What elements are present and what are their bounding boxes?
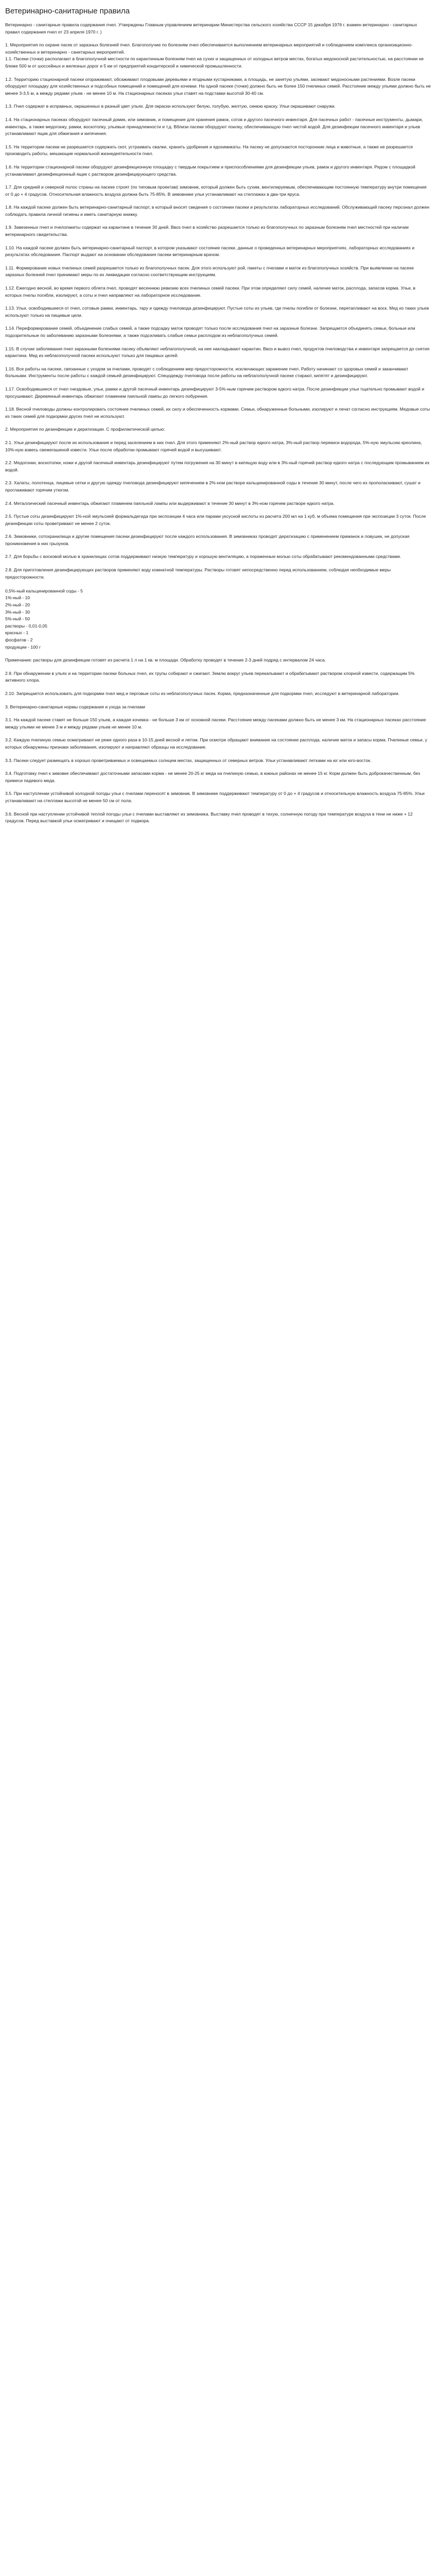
paragraph: 2.8. Для приготовления дезинфицирующих растворов применяют воду комнатной температуры. Растворы готовят непосредственно перед использованием, соблюдая необходимые меры предосторожности. 0,5%-ный кальцинированной соды - 5 1%-ный - 10 2%-ный - 20 3%-ный - 30 5%-ный - 50 растворы - 0,01-0,05 красных - 1 фосфатов - 2 продукции - 100 г [5,567,391,650]
paragraph: Ветеринарно - санитарные правила содержания пчел. Утверждены Главным управлением ветеринарии Министерства сельского хозяйства СССР 15 декабря 1976 г. взамен ветеринарно - санитарных правил содержания пчел от 23 апреля 1970 г. ) [5,22,417,35]
paragraph: 1.18. Весной пчеловоды должны контролировать состояние пчелиных семей, их силу и обеспеченность кормами. Семьи, обнаруженные больными, изолируют и лечат согласно инструкциям. Медовые соты из таких семей для подкормки других пчел не используют. [5,406,430,419]
paragraph: 3. Ветеринарно-санитарные нормы содержания и ухода за пчелами [5,704,145,709]
paragraph: 3.1. На каждой пасеке ставят не больше 150 ульев, а каждая кочевка - не больше 3 км от основной пасеки. Расстояние между пасеками должно быть не менее 3 км. На стационарных пасеках расстояние между ульями не менее 3 м и между рядами ульев не менее 10 м. [5,717,426,730]
paragraph: 1.10. На каждой пасеке должен быть ветеринарно-санитарный паспорт, в котором указывают состояние пасеки, данные о проведенных ветеринарных мероприятиях, лабораторных исследованиях и результатах обследования. Паспорт выдают на основании обследования пасеки ветеринарным врачом. [5,245,415,258]
paragraph: 1.4. На стационарных пасеках оборудуют пасечный домик, или зимовник, и помещение для хранения рамок, сотов и другого пасечного инвентаря. Для пасечных работ - пасечные инструменты, дымари, инвентарь, а также медогонку, рамки, воскотопку, ульевые принадлежности и т.д. Вблизи пасеки оборудуют поилку, обеспечивающую пчел чистой водой. Для дезинфекции пасечного инвентаря и ульев устанавливают ящик для обжигания и кипячения. [5,116,423,137]
paragraph: 3.5. При наступлении устойчивой холодной погоды ульи с пчелами переносят в зимовник. В зимовнике поддерживают температуру от 0 до + 4 градусов и относительную влажность воздуха 75-85%. Ульи устанавливают на стеллажи высотой не менее 50 см от пола. [5,791,425,803]
paragraph: 1.5. На территории пасеки не разрешается содержать скот, устраивать свалки, хранить удобрения и ядохимикаты. На пасеку не допускаются посторонние лица и животные, а также не разрешается производить работы, мешающие нормальной жизнедеятельности пчел. [5,144,413,157]
paragraph: 2.10. Запрещается использовать для подкормки пчел мед и перговые соты из неблагополучных пасек. Корма, предназначенные для подкормки пчел, исследуют в ветеринарной лаборатории. [5,690,400,696]
paragraph-list [5,22,431,825]
paragraph: 1.14. Переформирование семей, объединение слабых семей, а также подсадку маток проводят только после исследования пчел на заразные болезни. Запрещается объединять семьи, больные или подозрительные по заболеванию заразными болезнями, а также подсиливать слабые семьи расплодом из неблагополучных семей. [5,326,415,338]
paragraph: 2.5. Пустые соты дезинфицируют 1%-ной эмульсией формальдегида при экспозиции 4 часа или парами уксусной кислоты из расчета 200 мл на 1 куб. м объема помещения при экспозиции 3 суток. После дезинфекции соты проветривают не менее 2 суток. [5,514,426,526]
paragraph: 2.9. При обнаружении в ульях и на территории пасеки больных пчел, их трупы собирают и сжигают. Землю вокруг ульев перекапывают и обрабатывают раствором хлорной извести, содержащим 5% активного хлора. [5,670,415,683]
paragraph: 3.6. Весной при наступлении устойчивой теплой погоды ульи с пчелами выставляют из зимовника. Выставку пчел проводят в тихую, солнечную погоду при температуре воздуха в тени не ниже + 12 градусов. Перед выставкой ульи осматривают и очищают от подмора. [5,811,413,824]
paragraph: 1.9. Завезенных пчел и пчелопакеты содержат на карантине в течение 30 дней. Ввоз пчел в хозяйство разрешается только из благополучных по заразным болезням пчел местностей при наличии ветеринарного свидетельства. [5,225,409,238]
paragraph: 1.6. На территории стационарной пасеки оборудуют дезинфекционную площадку с твердым покрытием и приспособлениями для дезинфекции ульев, рамок и другого инвентаря. Рядом с площадкой устанавливают дезинфекционный ящик с раствором дезинфицирующего средства. [5,164,415,177]
paragraph: 1.7. Для средней и северной полос страны на пасеке строят (по типовым проектам) зимовник, который должен быть сухим, вентилируемым, обеспечивающим постоянную температуру внутри помещения от 0 до + 4 градусов. Относительная влажность воздуха должна быть 75-85%. В зимовнике ульи устанавливают на стеллажах в два-три яруса. [5,184,427,197]
document-title: Ветеринарно-санитарные правила [5,7,130,15]
paragraph: 2.1. Ульи дезинфицируют после их использования и перед заселением в них пчел. Для этого применяют 2%-ный раствор едкого натра, 3%-ный раствор перекиси водорода, 5%-ную эмульсию креолина, 10%-ную взвесь свежегашеной извести. Ульи после обработки промывают горячей водой и высушивают. [5,439,422,452]
document-body [0,0,436,846]
paragraph: 1.11. Формирование новых пчелиных семей разрешается только из благополучных пасек. Для этого используют рой, пакеты с пчелами и маток из благополучных хозяйств. При выявлении на пасеке заразных болезней пчел принимают меры по их ликвидации согласно соответствующим инструкциям. [5,265,414,278]
paragraph: 1.17. Освободившиеся от пчел гнездовые, ульи, рамки и другой пасечный инвентарь дезинфицируют 3-5%-ным горячим раствором едкого натра. После дезинфекции ульи тщательно промывают водой и просушивают. Деревянный инвентарь обжигают пламенем паяльной лампы до легкого побурения. [5,386,425,399]
paragraph: Примечание: растворы для дезинфекции готовят из расчета 1 л на 1 кв. м площади. Обработку проводят в течение 2-3 дней подряд с интервалом 24 часа. [5,657,326,663]
paragraph: 1.2. Территорию стационарной пасеки огораживают, обсаживают плодовыми деревьями и ягодными кустарниками, а площадь, не занятую ульями, засевают медоносными растениями. Возле пасеки оборудуют площадку для хозяйственных и подсобных помещений и помещений для кочевки. На одной пасеке (точке) должно быть не более 150 пчелиных семей. Расстояние между ульями должно быть не менее 3-3,5 м, а между рядами ульев - не менее 10 м. На стационарных пасеках ульи ставят на подставки высотой 30-40 см. [5,76,431,96]
paragraph: 3.3. Пасеки следует размещать в хорошо проветриваемых и освещаемых солнцем местах, защищенных от северных ветров. Ульи устанавливают летками на юг или юго-восток. [5,757,372,763]
paragraph: 3.2. Каждую пчелиную семью осматривают не реже одного раза в 10-15 дней весной и летом. При осмотре обращают внимание на состояние расплода, наличие маток и запасы корма. Пчелиные семьи, у которых обнаружены признаки заболевания, изолируют и направляют образцы на исследование. [5,737,427,750]
paragraph: 2. Мероприятия по дезинфекции и дератизации. С профилактической целью: [5,427,165,432]
paragraph: 2.3. Халаты, полотенца, лицевые сетки и другую одежду пчеловода дезинфицируют кипячением в 2%-ном растворе кальцинированной соды в течение 30 минут, после чего их прополаскивают, сушат и проглаживают горячим утюгом. [5,480,421,493]
paragraph: 1. Мероприятия по охране пасек от заразных болезней пчел. Благополучие по болезням пчел обеспечивается выполнением ветеринарных мероприятий и соблюдением комплекса организационно-хозяйственных и ветеринарно - санитарных мероприятий. 1.1. Пасеки (точки) располагают в благополучной местности по карантинным болезням пчел на сухих и защищенных от холодных ветров местах, богатых медоносной растительностью, на расстоянии не ближе 500 м от шоссейных и железных дорог и 5 км от предприятий кондитерской и химической промышленности. [5,42,424,69]
paragraph: 1.16. Все работы на пасеке, связанные с уходом за пчелами, проводят с соблюдением мер предосторожности, исключающих заражение пчел. Работу начинают со здоровых семей и заканчивают больными. Инструменты после работы с каждой семьей дезинфицируют. Спецодежду пчеловода после работы на неблагополучной пасеке стирают, кипятят и дезинфицируют. [5,366,409,379]
paragraph: 1.13. Ульи, освободившиеся от пчел, сотовые рамки, инвентарь, тару и одежду пчеловода дезинфицируют. Пустые соты из ульев, где пчелы погибли от болезни, перетапливают на воск. Мед из таких ульев используют только на пищевые цели. [5,306,429,318]
paragraph: 2.4. Металлический пасечный инвентарь обжигают пламенем паяльной лампы или выдерживают в течение 30 минут в 3%-ном горячем растворе едкого натра. [5,500,335,506]
paragraph: 1.15. В случае заболевания пчел заразными болезнями пасеку объявляют неблагополучной, на нее накладывают карантин. Ввоз и вывоз пчел, продуктов пчеловодства и инвентаря запрещается до снятия карантина. Мед из неблагополучной пасеки используют только для пищевых целей. [5,346,430,359]
paragraph: 2.6. Зимовники, сотохранилища и другие помещения пасеки дезинфицируют после каждого использования. В зимовниках проводят дератизацию с применением приманок и ловушек, не допуская проникновения в них грызунов. [5,534,410,546]
paragraph: 1.8. На каждой пасеке должен быть ветеринарно-санитарный паспорт, в который вносят сведения о состоянии пасеки и результатах лабораторных исследований. Обслуживающий пасеку персонал должен соблюдать правила личной гигиены и иметь санитарную книжку. [5,205,429,217]
paragraph: 2.7. Для борьбы с восковой молью в хранилищах сотов поддерживают низкую температуру и хорошую вентиляцию, а пораженные молью соты обрабатывают рекомендованными средствами. [5,554,402,560]
paragraph: 2.2. Медогонки, воскотопки, ножи и другой пасечный инвентарь дезинфицируют путем погружения на 30 минут в кипящую воду или в 3%-ный горячий раствор едкого натра с последующим промыванием их водой. [5,460,430,472]
paragraph: 3.4. Подготовку пчел к зимовке обеспечивают достаточными запасами корма - не менее 20-25 кг меда на пчелиную семью, в южных районах не менее 15 кг. Корм должен быть доброкачественным, без примеси падевого меда. [5,771,421,783]
paragraph: 1.12. Ежегодно весной, во время первого облета пчел, проводят весеннюю ревизию всех пчелиных семей пасеки. При этом определяют силу семей, наличие маток, расплода, запасов корма. Ульи, в которых пчелы погибли, изолируют, а соты и пчел направляют на лабораторное исследование. [5,285,415,298]
paragraph: 1.3. Пчел содержат в исправных, окрашенных в разный цвет ульях. Для окраски используют белую, голубую, желтую, синюю краску. Ульи окрашивают снаружи. [5,104,336,109]
